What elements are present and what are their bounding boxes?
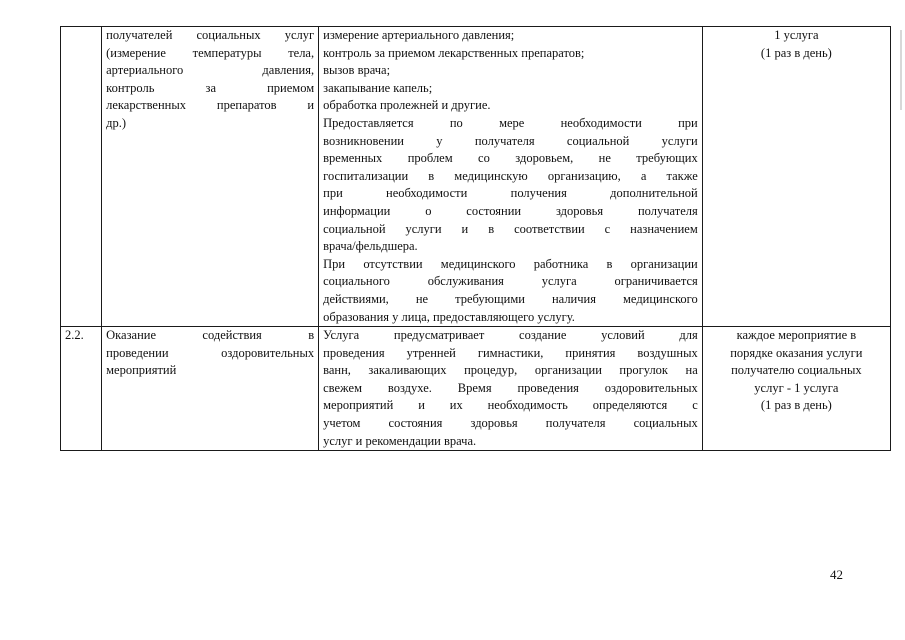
service-volume-line: (1 раз в день) xyxy=(760,398,832,413)
service-description-line: закапывание капель; xyxy=(323,80,433,95)
service-description-line: социального обслуживания услуга ограничивается xyxy=(323,274,698,289)
table-row xyxy=(61,327,891,451)
service-description-line: при необходимости получения дополнительной xyxy=(323,186,698,201)
service-description-line: услуг и рекомендации врача. xyxy=(323,433,477,448)
service-description-line: измерение артериального давления; xyxy=(323,28,515,42)
service-name-line: мероприятий xyxy=(106,363,177,378)
service-description-line: вызов врача; xyxy=(323,63,391,78)
service-volume-line: каждое мероприятие в xyxy=(736,328,857,343)
service-description-line: учетом состояния здоровья получателя социальных xyxy=(323,416,698,431)
service-description-line: информации о состоянии здоровья получателя xyxy=(323,203,698,218)
service-description-line: возникновении у получателя социальной услуги xyxy=(323,133,698,148)
service-description-line: мероприятий и их необходимость определяются с xyxy=(323,398,698,413)
service-name-line: лекарственных препаратов и xyxy=(106,98,315,113)
service-description-line: врача/фельдшера. xyxy=(323,239,418,254)
service-description-line: При отсутствии медицинского работника в организации xyxy=(323,256,698,271)
service-name-cell xyxy=(102,27,319,327)
scan-edge-mark xyxy=(900,30,902,110)
service-description-line: образования у лица, предоставляющего услугу. xyxy=(323,309,575,324)
service-description-cell xyxy=(319,327,703,451)
service-description-line: Услуга предусматривает создание условий для xyxy=(323,328,698,343)
service-volume-cell xyxy=(702,327,890,451)
table-row xyxy=(61,27,891,327)
service-name-line: получателей социальных услуг xyxy=(106,28,315,42)
service-name-line: артериального давления, xyxy=(106,63,315,78)
service-description-line: контроль за приемом лекарственных препаратов; xyxy=(323,45,585,60)
service-description-line: ванн, закаливающих процедур, организации прогулок на xyxy=(323,363,698,378)
services-table xyxy=(60,26,891,451)
service-description-line: действиями, не требующими наличия медицинского xyxy=(323,291,698,306)
service-name-line: Оказание содействия в xyxy=(106,328,315,343)
service-volume-line: (1 раз в день) xyxy=(760,45,832,60)
service-volume-line: получателю социальных xyxy=(731,363,862,378)
service-volume-line: услуг - 1 услуга xyxy=(754,380,839,395)
service-description-line: проведения утренней гимнастики, принятия воздушных xyxy=(323,345,698,360)
service-volume-cell xyxy=(702,27,890,327)
service-description-line: свежем воздухе. Время проведения оздоровительных xyxy=(323,380,698,395)
service-name-line: др.) xyxy=(106,115,127,130)
page-number: 42 xyxy=(830,567,843,582)
service-number-cell xyxy=(61,27,102,327)
service-description-line: Предоставляется по мере необходимости при xyxy=(323,115,698,130)
service-name-line: проведении оздоровительных xyxy=(106,345,315,360)
service-description-line: социальной услуги и в соответствии с назначением xyxy=(323,221,698,236)
service-description-line: госпитализации в медицинскую организацию, а также xyxy=(323,168,698,183)
service-name-cell xyxy=(102,327,319,451)
service-name-line: контроль за приемом xyxy=(106,80,315,95)
service-name-line: (измерение температуры тела, xyxy=(106,45,315,60)
service-description-cell xyxy=(319,27,703,327)
service-volume-line: 1 услуга xyxy=(774,28,819,42)
service-volume-line: порядке оказания услуги xyxy=(730,345,863,360)
service-number-cell: 2.2. xyxy=(61,327,102,451)
service-description-line: временных проблем со здоровьем, не требующих xyxy=(323,151,698,166)
service-description-line: обработка пролежней и другие. xyxy=(323,98,491,113)
